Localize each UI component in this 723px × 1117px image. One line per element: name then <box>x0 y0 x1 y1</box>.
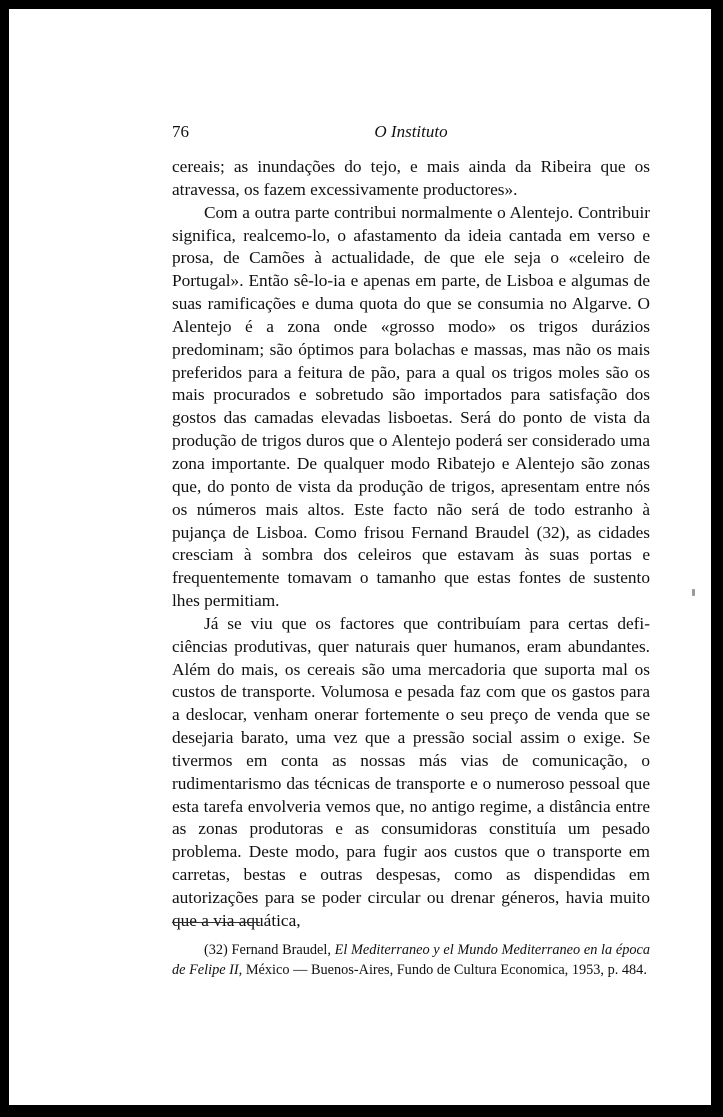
paragraph: cereais; as inundações do tejo, e mais ainda da Ribeira que os atravessa, os fazem excessivamente productores». <box>172 157 650 199</box>
paragraph: Com a outra parte contribui normalmente o Alentejo. Contribuir significa, realcemo-lo, o afastamento da ideia cantada em verso e prosa, de Camões à actualidade, de que ele seja o «celeiro de Portugal». Então sê-lo-ia e apenas em parte, de Lisboa e algumas de suas ramificações e duma quota do que se consumia no Algarve. O Alentejo é a zona onde «grosso modo» os trigos durázios predominam; são óptimos para bolachas e massas, mas não os mais preferidos para a feitura de pão, para a qual os trigos moles são os mais procurados e sobretudo são importados para satisfação dos gostos das camadas elevadas lisboetas. Será do ponto de vista da produção de trigos duros que o Alentejo poderá ser considerado uma zona importante. De qualquer modo Ribatejo e Alentejo são zonas que, do ponto de vista da produção de trigos, apresentam entre nós os números mais altos. Este facto não será de todo estranho à pujança de Lisboa. Como frisou Fernand Braudel (32), as cidades cresciam à sombra dos celeiros que estavam às suas portas e frequentemente tomavam o tamanho que estas fontes de sustento lhes permitiam. <box>172 202 650 611</box>
footnote-publication: México — Buenos-Aires, Fundo de Cultura Economica, 1953, p. 484. <box>245 961 647 978</box>
book-page <box>9 9 711 1105</box>
scan-speck <box>692 589 695 596</box>
footnote-divider <box>172 922 260 923</box>
running-title: O Instituto <box>374 122 448 141</box>
footnote-title: El Mediterraneo y el Mundo Mediterraneo en la época de Felipe II, <box>172 942 650 978</box>
paragraph: Já se viu que os factores que contribuíam para certas deficiências produtivas, quer naturais quer humanos, eram abundantes. Além do mais, os cereais são uma mercadoria que suporta mal os custos de transporte. Volumosa e pesada faz com que os gastos para a deslocar, venham onerar fortemente o seu preço de venda que se desejaria barato, uma vez que a pressão social assim o exige. Se tivermos em conta as nossas más vias de comunicação, o rudimentarismo das técnicas de transporte e o numeroso pessoal que esta tarefa envolveria vemos que, no antigo regime, a distância entre as zonas produtoras e as consumidoras constituía um pesado problema. Deste modo, para fugir aos custos que o transporte em carretas, bestas e outras despesas, como as dispendidas em autorizações para se poder circular ou drenar géneros, havia muito que a via aquática, <box>172 613 650 930</box>
footnote-32 <box>172 941 650 980</box>
footnote-author: Fernand Braudel, <box>231 942 331 958</box>
page-number: 76 <box>172 122 189 141</box>
body-text <box>172 156 650 933</box>
running-header <box>172 122 650 146</box>
footnote-marker: (32) <box>204 942 228 958</box>
